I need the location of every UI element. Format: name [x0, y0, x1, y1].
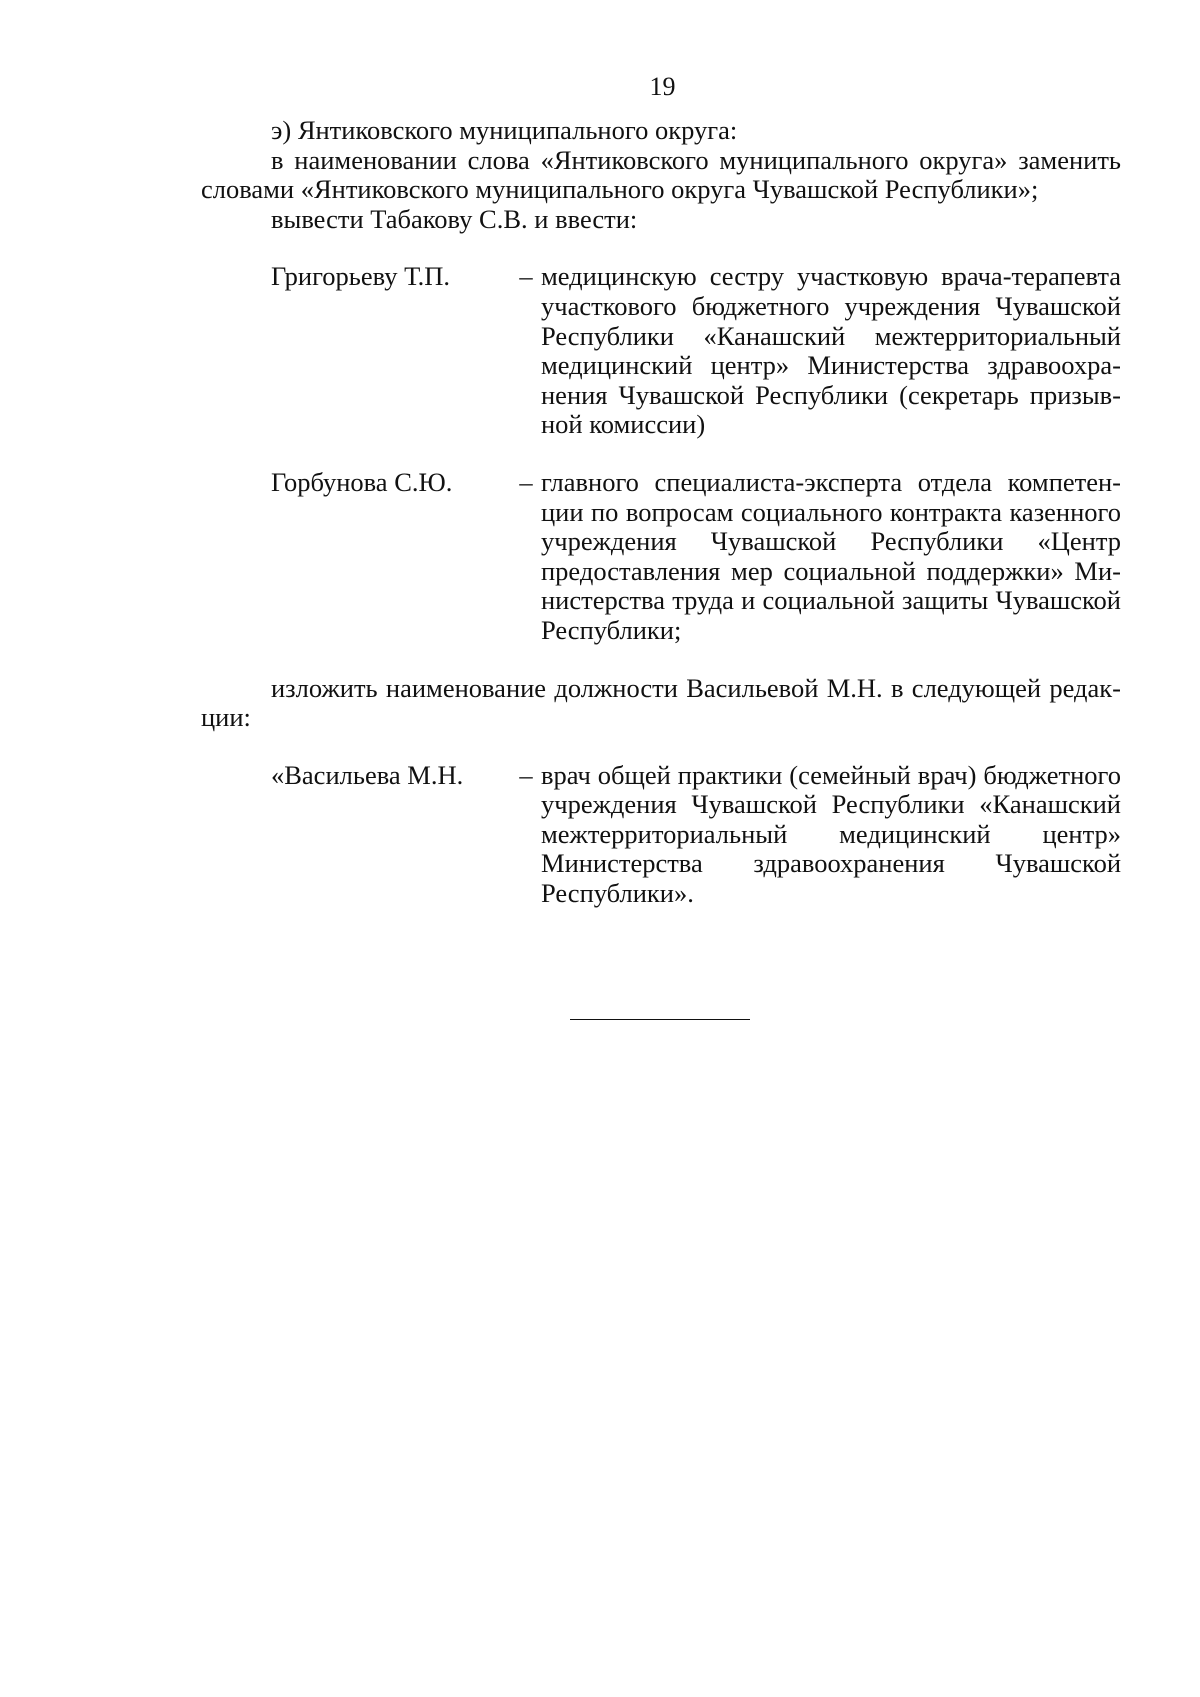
- end-separator-line: [570, 1019, 750, 1020]
- entry-position-description: главного специалиста-эксперта отдела компетенции по вопросам социального контракта казенного учреждения Чувашской Республики «Центр предоставления мер социальной поддержки» Министерства труда и социальной защиты Чувашской Республики;: [541, 466, 1121, 645]
- restated-entry: [201, 761, 1121, 909]
- entry-dash: –: [519, 466, 533, 497]
- remove-add-line: вывести Табакову С.В. и ввести:: [271, 203, 638, 234]
- entry-dash: –: [519, 759, 533, 790]
- commission-entry: [201, 262, 1121, 440]
- commission-entry: [201, 468, 1121, 646]
- entry-position-description: медицинскую сестру участковую врача-терапевта участкового бюджетного учреждения Чувашской Республики «Канашский межтерриториальный медицинский центр» Министерства здравоохранения Чувашской Республики (секретарь призывной комиссии): [541, 261, 1121, 440]
- entry-position-description: врач общей практики (семейный врач) бюджетного учреждения Чувашской Республики «Канашский межтерриториальный медицинский центр» Министерства здравоохранения Чувашской Республики».: [541, 759, 1121, 909]
- entry-dash: –: [519, 261, 533, 292]
- entry-person-name: «Васильева М.Н.: [271, 759, 464, 790]
- section-heading: э) Янтиковского муниципального округа:: [271, 115, 738, 145]
- rename-paragraph: в наименовании слова «Янтиковского муниципального округа» заменить словами «Янтиковского муниципального округа Чувашской Республики»;: [201, 144, 1121, 205]
- document-body: [201, 116, 1121, 909]
- restate-paragraph: изложить наименование должности Васильевой М.Н. в следующей редакции:: [201, 672, 1121, 733]
- entry-person-name: Горбунова С.Ю.: [271, 466, 453, 497]
- entry-person-name: Григорьеву Т.П.: [271, 261, 451, 292]
- page-number: 19: [649, 72, 676, 101]
